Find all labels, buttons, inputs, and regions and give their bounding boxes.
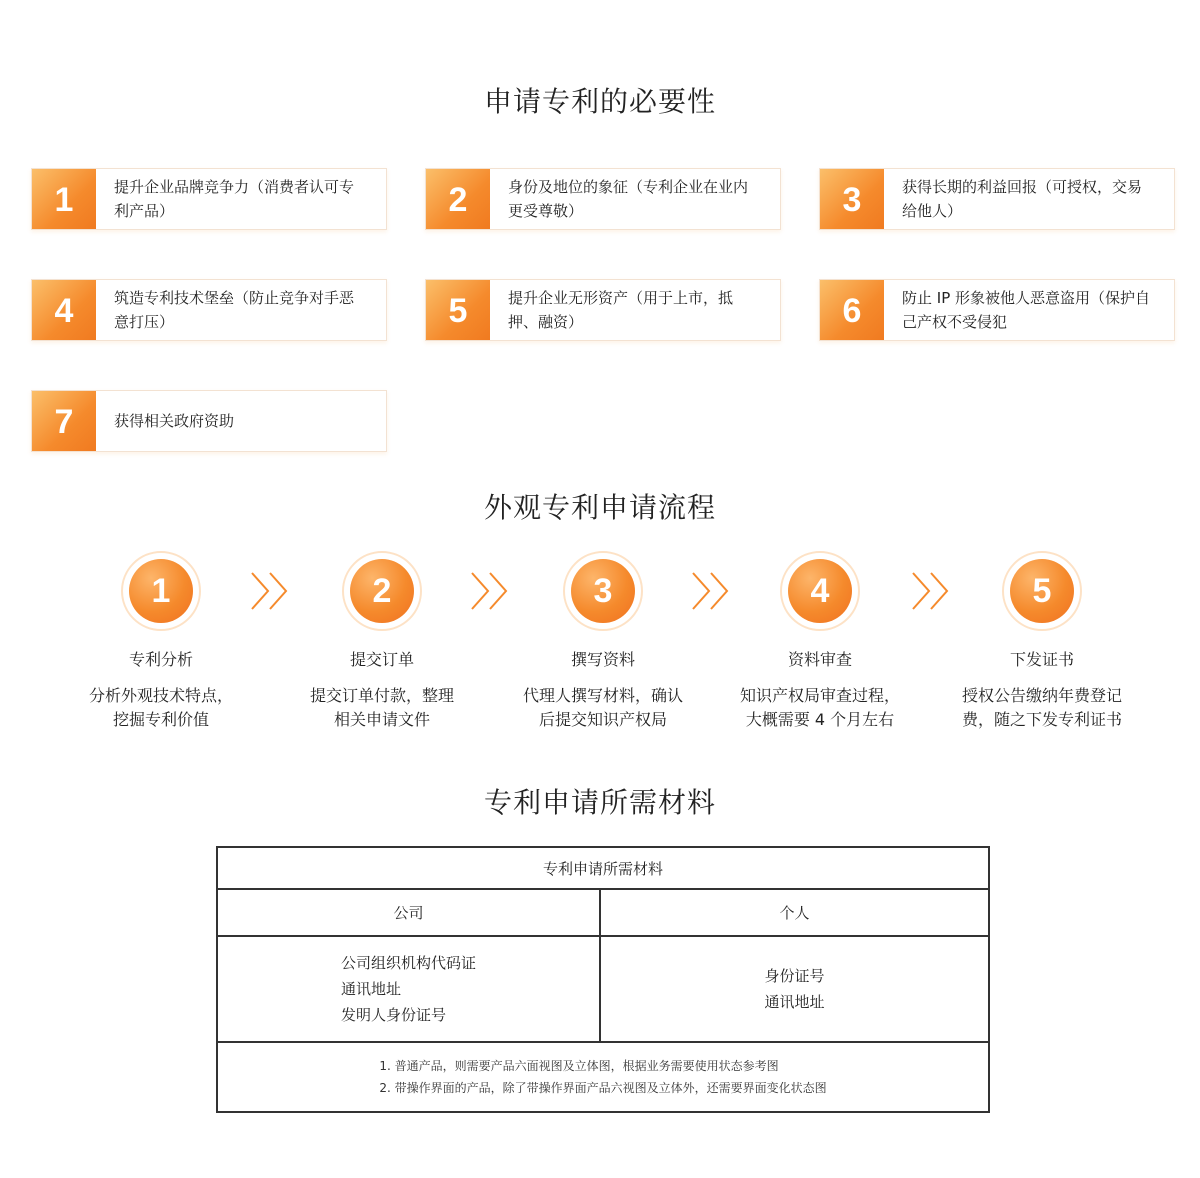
materials-title: 专利申请所需材料 [483,786,716,819]
person-cell [601,937,988,1041]
double-chevron-right-icon [689,569,733,613]
company-item: 公司组织机构代码证 [340,954,476,972]
card-text: 身份及地位的象征（专利企业在业内更受尊敬） [508,178,749,220]
step-desc [720,684,920,732]
card-number: 3 [820,169,884,229]
step-name: 提交订单 [349,650,414,669]
necessity-card [31,279,387,341]
step-ring [780,551,860,631]
step-name: 下发证书 [1009,650,1074,669]
step-name: 专利分析 [128,650,193,669]
step-desc-line: 费，随之下发专利证书 [961,710,1122,729]
necessity-card [819,168,1175,230]
table-header-row [218,848,988,890]
note-line: 1. 普通产品，则需要产品六面视图及立体图，根据业务需要使用状态参考图 [379,1059,779,1073]
double-chevron-right-icon [468,569,512,613]
step-desc [942,684,1142,732]
table-notes-row [218,1043,988,1111]
necessity-title: 申请专利的必要性 [483,85,716,118]
step-number: 2 [350,559,414,623]
step-desc-line: 授权公告缴纳年费登记 [961,686,1122,705]
card-number: 7 [32,391,96,451]
table-title: 专利申请所需材料 [542,859,663,878]
card-text: 获得长期的利益回报（可授权，交易给他人） [902,178,1143,220]
process-step [61,551,261,732]
necessity-card [31,390,387,452]
step-desc-line: 后提交知识产权局 [538,710,667,729]
process-step [720,551,920,732]
card-text: 提升企业品牌竞争力（消费者认可专利产品） [114,178,355,220]
step-ring [342,551,422,631]
notes-cell [218,1043,988,1111]
company-cell [218,937,601,1041]
step-ring [121,551,201,631]
card-number: 5 [426,280,490,340]
step-number: 3 [571,559,635,623]
card-number: 2 [426,169,490,229]
step-name: 资料审查 [787,650,852,669]
card-number: 6 [820,280,884,340]
step-number: 4 [788,559,852,623]
card-text: 提升企业无形资产（用于上市，抵押、融资） [508,289,734,331]
card-text: 筑造专利技术堡垒（防止竞争对手恶意打压） [114,289,355,331]
step-desc-line: 分析外观技术特点， [88,686,233,705]
necessity-card [425,279,781,341]
necessity-card [819,279,1175,341]
process-step [503,551,703,732]
step-desc-line: 挖掘专利价值 [112,710,209,729]
process-step [282,551,482,732]
card-text: 获得相关政府资助 [114,412,235,430]
necessity-card [31,168,387,230]
step-desc [503,684,703,732]
double-chevron-right-icon [909,569,953,613]
step-desc-line: 知识产权局审查过程， [739,686,900,705]
step-name: 撰写资料 [570,650,635,669]
step-desc-line: 代理人撰写材料，确认 [522,686,683,705]
person-item: 身份证号 [764,967,825,985]
column-company: 公司 [218,890,601,935]
necessity-card [425,168,781,230]
step-number: 1 [129,559,193,623]
step-desc-line: 相关申请文件 [333,710,430,729]
company-item: 通讯地址 [340,980,401,998]
card-number: 1 [32,169,96,229]
step-number: 5 [1010,559,1074,623]
materials-table [216,846,990,1113]
step-ring [563,551,643,631]
person-item: 通讯地址 [764,993,825,1011]
step-desc [282,684,482,732]
step-desc [61,684,261,732]
card-number: 4 [32,280,96,340]
process-title: 外观专利申请流程 [483,491,716,524]
process-step [942,551,1142,732]
table-row [218,937,988,1043]
card-text: 防止 IP 形象被他人恶意盗用（保护自己产权不受侵犯 [902,289,1151,331]
step-ring [1002,551,1082,631]
table-column-row [218,890,988,937]
note-line: 2. 带操作界面的产品，除了带操作界面产品六视图及立体外，还需要界面变化状态图 [379,1081,827,1095]
company-item: 发明人身份证号 [340,1006,446,1024]
column-person: 个人 [779,904,810,922]
step-desc-line: 提交订单付款，整理 [309,686,454,705]
step-desc-line: 大概需要 4 个月左右 [745,710,895,729]
double-chevron-right-icon [248,569,292,613]
